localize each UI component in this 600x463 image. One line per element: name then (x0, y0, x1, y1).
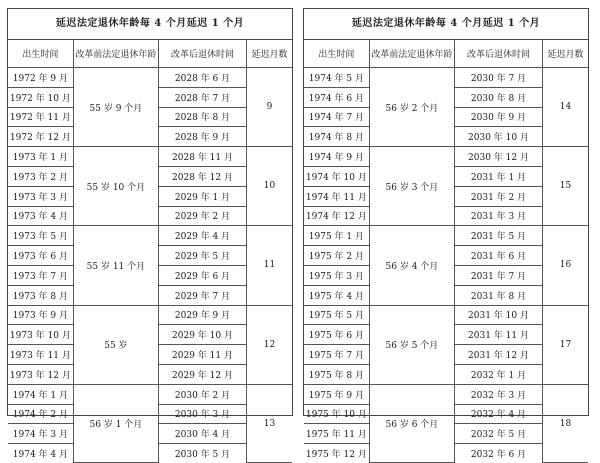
birth-date-cell: 1974 年 1 月 (8, 384, 73, 404)
new-retirement-date-cell: 2031 年 5 月 (455, 226, 543, 246)
birth-date-cell: 1973 年 12 月 (8, 364, 73, 384)
birth-date-cell: 1975 年 9 月 (304, 384, 369, 404)
new-retirement-date-cell: 2030 年 10 月 (455, 127, 543, 147)
birth-date-cell: 1975 年 8 月 (304, 364, 369, 384)
delay-months-cell: 14 (543, 68, 588, 147)
table-row (8, 384, 292, 404)
delay-months-cell: 13 (247, 384, 292, 463)
birth-date-cell: 1974 年 11 月 (304, 186, 369, 206)
delay-months-cell: 17 (543, 305, 588, 384)
birth-date-cell: 1973 年 10 月 (8, 325, 73, 345)
retirement-table (8, 40, 292, 463)
new-retirement-date-cell: 2032 年 3 月 (455, 384, 543, 404)
birth-date-cell: 1973 年 2 月 (8, 166, 73, 186)
new-retirement-date-cell: 2032 年 6 月 (455, 444, 543, 463)
birth-date-cell: 1972 年 12 月 (8, 127, 73, 147)
birth-date-cell: 1973 年 5 月 (8, 226, 73, 246)
retirement-table-panel-right (303, 8, 589, 461)
birth-date-cell: 1973 年 11 月 (8, 345, 73, 365)
delay-months-cell: 15 (543, 147, 588, 226)
new-retirement-date-cell: 2031 年 7 月 (455, 265, 543, 285)
birth-date-cell: 1975 年 1 月 (304, 226, 369, 246)
birth-date-cell: 1975 年 12 月 (304, 444, 369, 463)
original-retirement-age-cell: 55 岁 9 个月 (73, 68, 158, 147)
birth-date-cell: 1974 年 7 月 (304, 107, 369, 127)
original-retirement-age-cell: 56 岁 4 个月 (369, 226, 454, 305)
table-row (304, 68, 588, 88)
column-header: 出生时间 (8, 40, 73, 68)
birth-date-cell: 1975 年 10 月 (304, 404, 369, 424)
birth-date-cell: 1975 年 3 月 (304, 265, 369, 285)
birth-date-cell: 1974 年 2 月 (8, 404, 73, 424)
new-retirement-date-cell: 2031 年 11 月 (455, 325, 543, 345)
table-row (304, 384, 588, 404)
birth-date-cell: 1974 年 3 月 (8, 424, 73, 444)
birth-date-cell: 1974 年 9 月 (304, 147, 369, 167)
birth-date-cell: 1974 年 6 月 (304, 87, 369, 107)
table-row (304, 305, 588, 325)
birth-date-cell: 1973 年 8 月 (8, 285, 73, 305)
new-retirement-date-cell: 2029 年 6 月 (159, 265, 247, 285)
new-retirement-date-cell: 2030 年 5 月 (159, 444, 247, 463)
column-header: 改革后退休时间 (455, 40, 543, 68)
birth-date-cell: 1972 年 11 月 (8, 107, 73, 127)
delay-months-cell: 12 (247, 305, 292, 384)
table-title: 延迟法定退休年龄每 4 个月延迟 1 个月 (8, 9, 292, 40)
table-row (8, 68, 292, 88)
original-retirement-age-cell: 56 岁 6 个月 (369, 384, 454, 463)
birth-date-cell: 1973 年 4 月 (8, 206, 73, 226)
new-retirement-date-cell: 2028 年 6 月 (159, 68, 247, 88)
new-retirement-date-cell: 2029 年 2 月 (159, 206, 247, 226)
new-retirement-date-cell: 2028 年 12 月 (159, 166, 247, 186)
delay-months-cell: 10 (247, 147, 292, 226)
table-header-row (8, 40, 292, 68)
birth-date-cell: 1974 年 12 月 (304, 206, 369, 226)
birth-date-cell: 1972 年 9 月 (8, 68, 73, 88)
new-retirement-date-cell: 2031 年 6 月 (455, 246, 543, 266)
table-row (304, 147, 588, 167)
new-retirement-date-cell: 2029 年 9 月 (159, 305, 247, 325)
new-retirement-date-cell: 2031 年 1 月 (455, 166, 543, 186)
new-retirement-date-cell: 2028 年 9 月 (159, 127, 247, 147)
table-row (8, 226, 292, 246)
delay-months-cell: 9 (247, 68, 292, 147)
new-retirement-date-cell: 2031 年 12 月 (455, 345, 543, 365)
birth-date-cell: 1974 年 5 月 (304, 68, 369, 88)
column-header: 改革前法定退休年龄 (73, 40, 158, 68)
table-row (8, 147, 292, 167)
birth-date-cell: 1975 年 11 月 (304, 424, 369, 444)
new-retirement-date-cell: 2031 年 10 月 (455, 305, 543, 325)
retirement-table-panel-left (7, 8, 293, 461)
retirement-table (304, 40, 588, 463)
birth-date-cell: 1975 年 6 月 (304, 325, 369, 345)
birth-date-cell: 1973 年 6 月 (8, 246, 73, 266)
original-retirement-age-cell: 56 岁 5 个月 (369, 305, 454, 384)
new-retirement-date-cell: 2031 年 8 月 (455, 285, 543, 305)
birth-date-cell: 1972 年 10 月 (8, 87, 73, 107)
new-retirement-date-cell: 2029 年 12 月 (159, 364, 247, 384)
new-retirement-date-cell: 2030 年 2 月 (159, 384, 247, 404)
new-retirement-date-cell: 2029 年 4 月 (159, 226, 247, 246)
new-retirement-date-cell: 2030 年 9 月 (455, 107, 543, 127)
birth-date-cell: 1974 年 8 月 (304, 127, 369, 147)
column-header: 改革后退休时间 (159, 40, 247, 68)
original-retirement-age-cell: 56 岁 3 个月 (369, 147, 454, 226)
column-header: 出生时间 (304, 40, 369, 68)
column-header: 延迟月数 (247, 40, 292, 68)
delay-months-cell: 18 (543, 384, 588, 463)
column-header: 延迟月数 (543, 40, 588, 68)
original-retirement-age-cell: 55 岁 (73, 305, 158, 384)
birth-date-cell: 1975 年 4 月 (304, 285, 369, 305)
new-retirement-date-cell: 2032 年 5 月 (455, 424, 543, 444)
delay-months-cell: 11 (247, 226, 292, 305)
new-retirement-date-cell: 2029 年 10 月 (159, 325, 247, 345)
original-retirement-age-cell: 55 岁 10 个月 (73, 147, 158, 226)
birth-date-cell: 1973 年 7 月 (8, 265, 73, 285)
birth-date-cell: 1975 年 2 月 (304, 246, 369, 266)
new-retirement-date-cell: 2028 年 7 月 (159, 87, 247, 107)
birth-date-cell: 1973 年 9 月 (8, 305, 73, 325)
birth-date-cell: 1974 年 4 月 (8, 444, 73, 463)
delay-months-cell: 16 (543, 226, 588, 305)
new-retirement-date-cell: 2032 年 4 月 (455, 404, 543, 424)
table-header-row (304, 40, 588, 68)
new-retirement-date-cell: 2029 年 11 月 (159, 345, 247, 365)
new-retirement-date-cell: 2029 年 1 月 (159, 186, 247, 206)
new-retirement-date-cell: 2030 年 3 月 (159, 404, 247, 424)
new-retirement-date-cell: 2029 年 7 月 (159, 285, 247, 305)
table-title: 延迟法定退休年龄每 4 个月延迟 1 个月 (304, 9, 588, 40)
new-retirement-date-cell: 2032 年 1 月 (455, 364, 543, 384)
new-retirement-date-cell: 2030 年 12 月 (455, 147, 543, 167)
new-retirement-date-cell: 2031 年 3 月 (455, 206, 543, 226)
original-retirement-age-cell: 56 岁 2 个月 (369, 68, 454, 147)
table-row (8, 305, 292, 325)
original-retirement-age-cell: 56 岁 1 个月 (73, 384, 158, 463)
birth-date-cell: 1975 年 7 月 (304, 345, 369, 365)
new-retirement-date-cell: 2029 年 5 月 (159, 246, 247, 266)
new-retirement-date-cell: 2028 年 11 月 (159, 147, 247, 167)
new-retirement-date-cell: 2028 年 8 月 (159, 107, 247, 127)
new-retirement-date-cell: 2030 年 8 月 (455, 87, 543, 107)
original-retirement-age-cell: 55 岁 11 个月 (73, 226, 158, 305)
new-retirement-date-cell: 2031 年 2 月 (455, 186, 543, 206)
birth-date-cell: 1973 年 1 月 (8, 147, 73, 167)
table-row (304, 226, 588, 246)
birth-date-cell: 1973 年 3 月 (8, 186, 73, 206)
column-header: 改革前法定退休年龄 (369, 40, 454, 68)
new-retirement-date-cell: 2030 年 4 月 (159, 424, 247, 444)
birth-date-cell: 1975 年 5 月 (304, 305, 369, 325)
new-retirement-date-cell: 2030 年 7 月 (455, 68, 543, 88)
birth-date-cell: 1974 年 10 月 (304, 166, 369, 186)
